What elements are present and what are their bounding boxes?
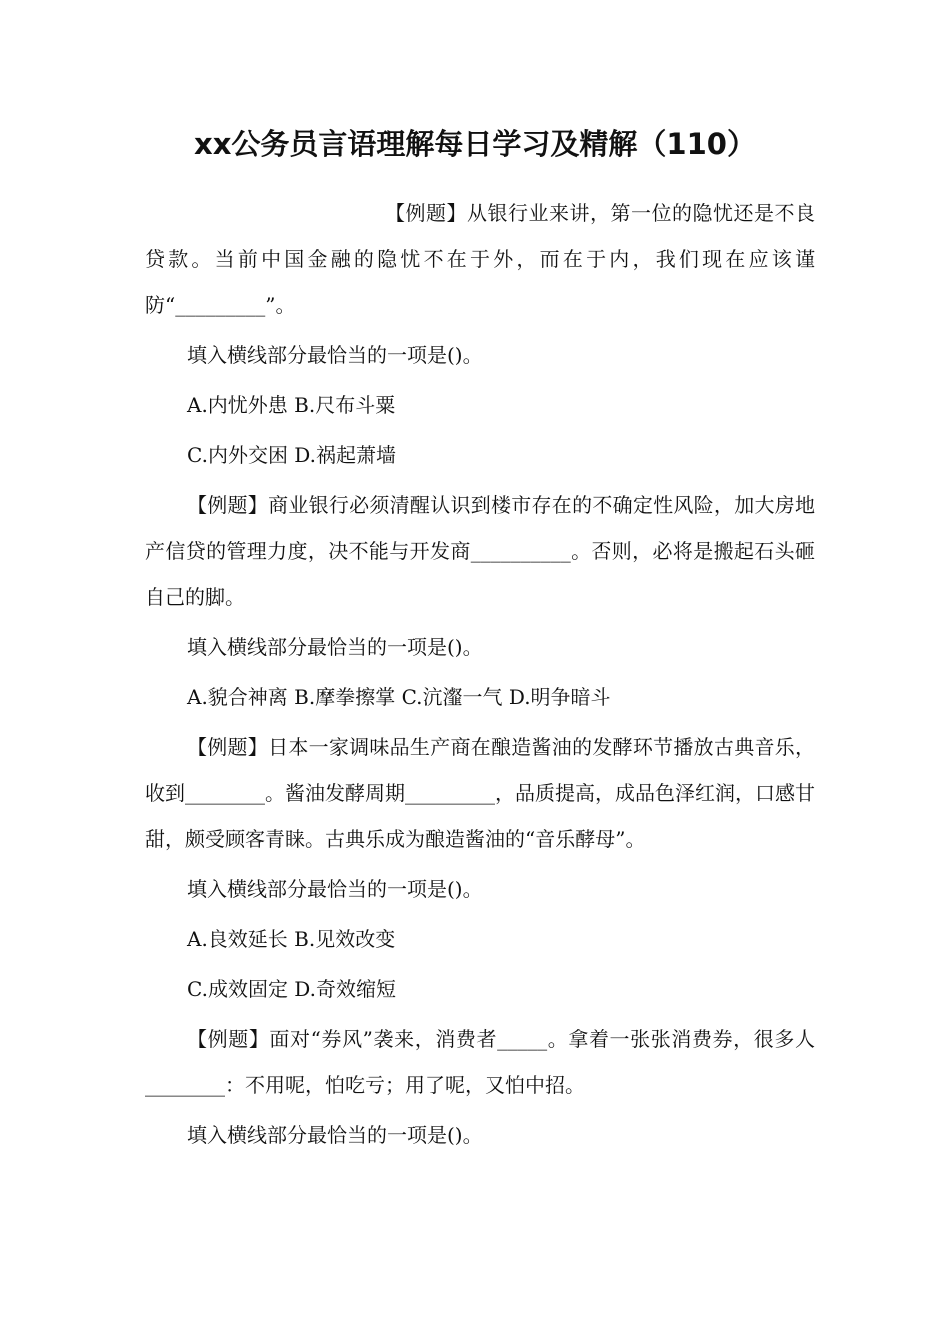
question-options: C.内外交困 D.祸起萧墙 [187,443,396,467]
question-prompt: 填入横线部分最恰当的一项是()。 [187,877,483,901]
question-stem: 【例题】面对“券风”袭来，消费者_____。拿着一张张消费券，很多人________：不用呢，怕吃亏；用了呢，又怕中招。 [145,1027,815,1097]
question-options: A.貌合神离 B.摩拳擦掌 C.沆瀣一气 D.明争暗斗 [187,685,611,709]
document-title: xx公务员言语理解每日学习及精解（110） [194,127,756,161]
question-prompt: 填入横线部分最恰当的一项是()。 [187,635,483,659]
document-body [145,190,815,1162]
question-stem: 【例题】日本一家调味品生产商在酿造酱油的发酵环节播放古典音乐，收到________。酱油发酵周期_________，品质提高，成品色泽红润，口感甘甜，颇受顾客青睐。古典乐成为酿造酱油的“音乐酵母”。 [145,735,815,851]
question-options: A.良效延长 B.见效改变 [187,927,396,951]
question-prompt: 填入横线部分最恰当的一项是()。 [187,1123,483,1147]
question-options: C.成效固定 D.奇效缩短 [187,977,396,1001]
question-options: A.内忧外患 B.尺布斗粟 [187,393,396,417]
question-stem: 【例题】从银行业来讲，第一位的隐忧还是不良贷款。当前中国金融的隐忧不在于外，而在于内，我们现在应该谨防“_________”。 [145,201,815,317]
question-stem: 【例题】商业银行必须清醒认识到楼市存在的不确定性风险，加大房地产信贷的管理力度，决不能与开发商__________。否则，必将是搬起石头砸自己的脚。 [145,493,815,609]
question-prompt: 填入横线部分最恰当的一项是()。 [187,343,483,367]
